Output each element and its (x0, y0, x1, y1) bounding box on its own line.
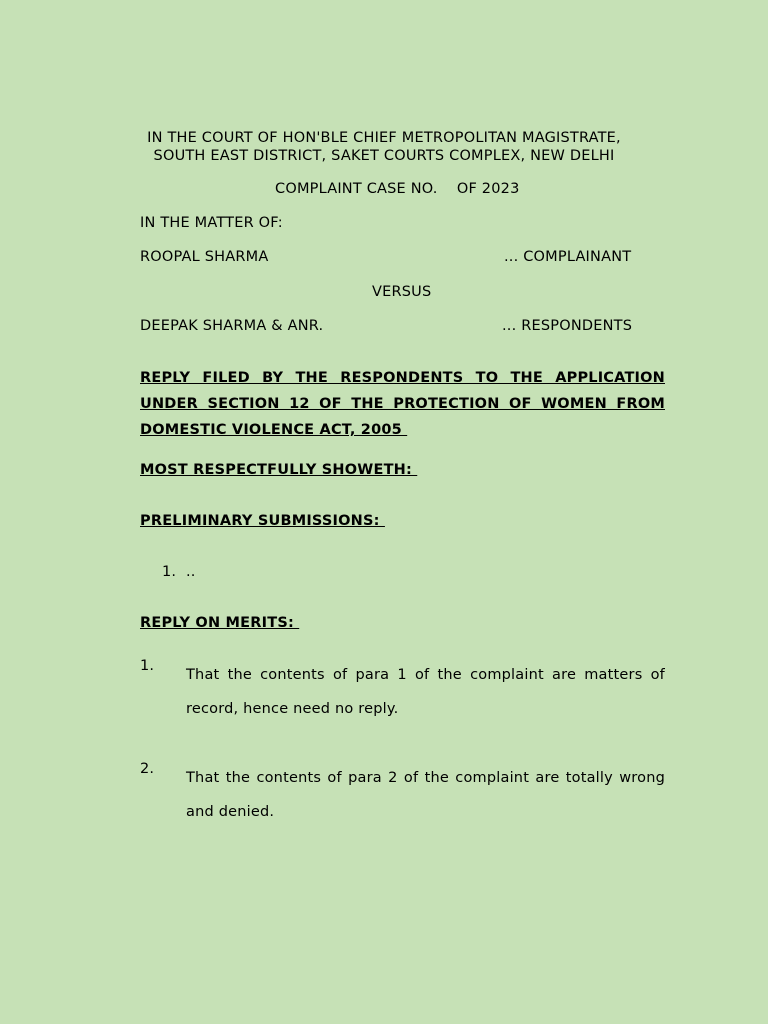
preliminary-item (162, 564, 196, 580)
reply-title (140, 365, 665, 443)
showeth-heading: MOST RESPECTFULLY SHOWETH: (140, 462, 418, 478)
preliminary-item-text: .. (186, 564, 196, 580)
reply-title-line2: UNDER SECTION 12 OF THE PROTECTION OF WOMEN FROM (140, 396, 665, 412)
matter-of-label: IN THE MATTER OF: (140, 215, 283, 231)
versus-label: VERSUS (372, 284, 432, 300)
preliminary-heading: PRELIMINARY SUBMISSIONS: (140, 513, 385, 529)
merit-paragraph (140, 761, 665, 829)
reply-title-line3: DOMESTIC VIOLENCE ACT, 2005 (140, 422, 408, 438)
paragraph-number: 1. (140, 658, 155, 674)
preliminary-item-number: 1. (162, 564, 177, 580)
reply-title-line1: REPLY FILED BY THE RESPONDENTS TO THE APPLICATION (140, 370, 665, 386)
case-number: COMPLAINT CASE NO. OF 2023 (275, 181, 520, 197)
paragraph-number: 2. (140, 761, 155, 777)
paragraph-text: That the contents of para 2 of the complaint are totally wrong and denied. (186, 770, 665, 820)
respondent-role: ... RESPONDENTS (502, 318, 633, 334)
paragraph-text: That the contents of para 1 of the complaint are matters of record, hence need no reply. (186, 667, 665, 717)
merit-paragraph (140, 658, 665, 726)
complainant-role: ... COMPLAINANT (504, 249, 632, 265)
court-name-line1: IN THE COURT OF HON'BLE CHIEF METROPOLITAN MAGISTRATE, (147, 130, 621, 146)
respondent-name: DEEPAK SHARMA & ANR. (140, 318, 324, 334)
complainant-name: ROOPAL SHARMA (140, 249, 269, 265)
merits-heading: REPLY ON MERITS: (140, 615, 300, 631)
court-name-line2: SOUTH EAST DISTRICT, SAKET COURTS COMPLEX, NEW DELHI (153, 148, 615, 164)
